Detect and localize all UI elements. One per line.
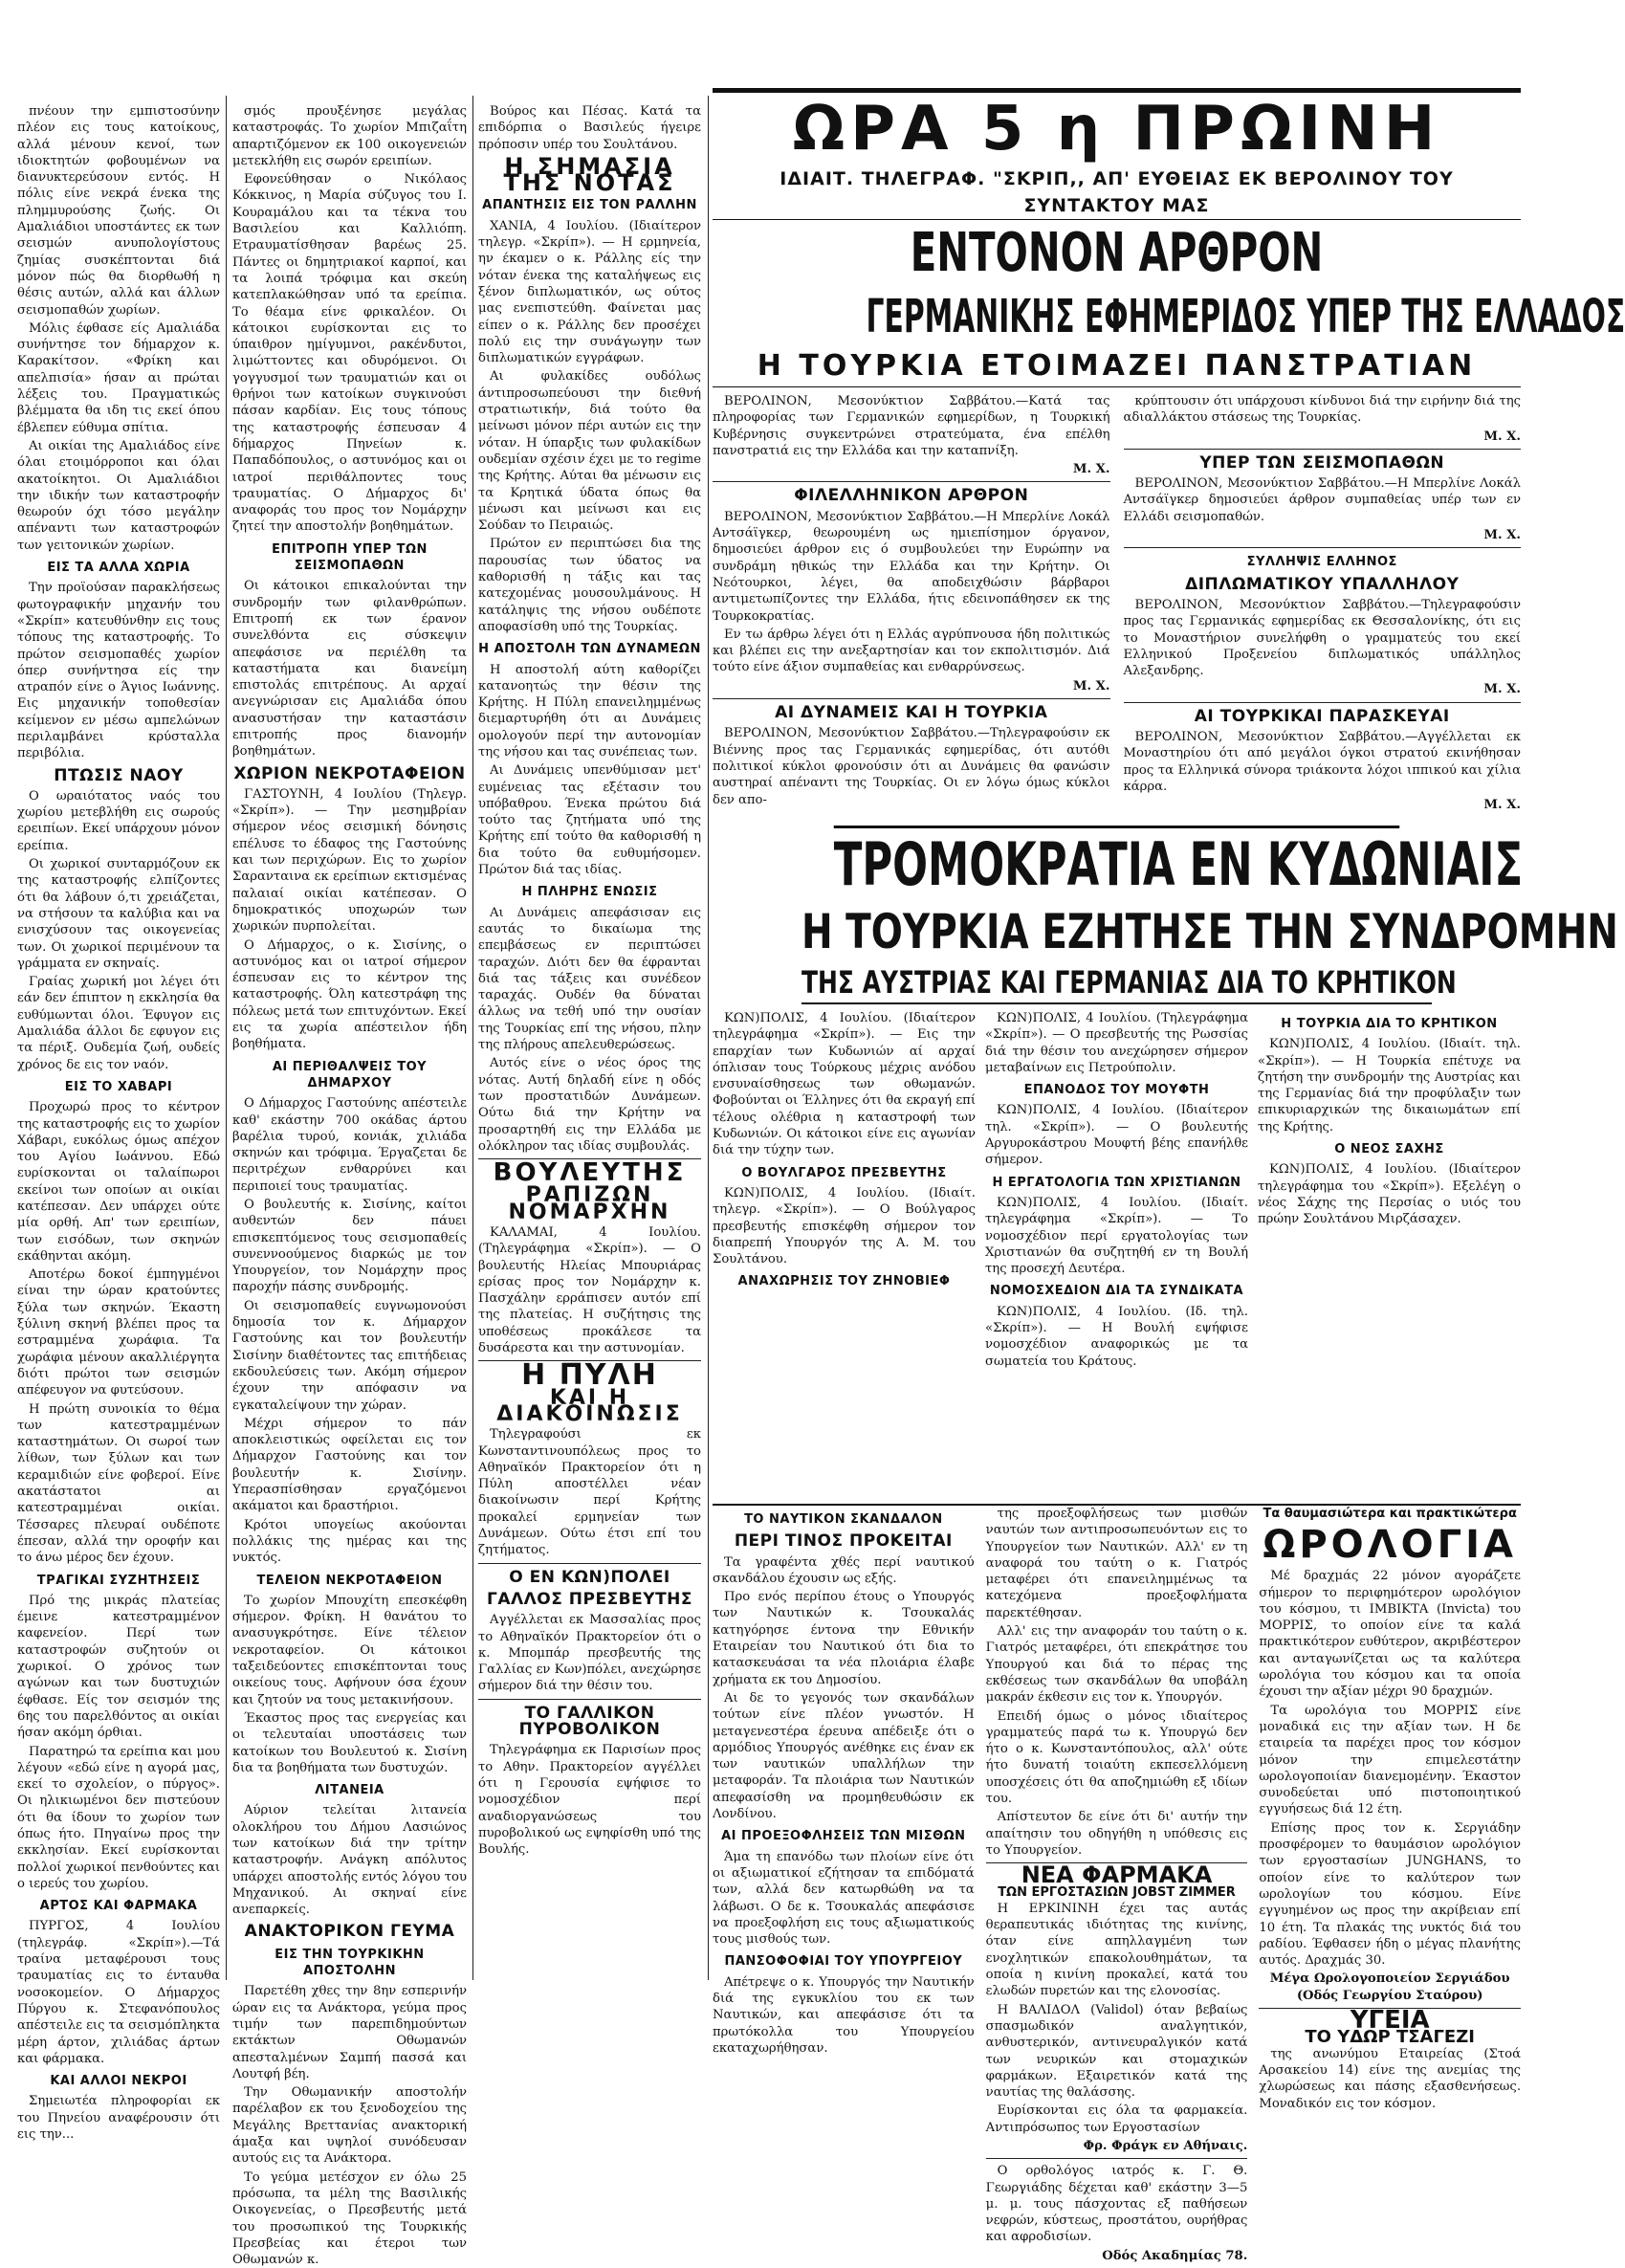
berlin-news (713, 393, 1521, 826)
divider (478, 1699, 701, 1700)
news-heading: ΠΕΡΙ ΤΙΝΟΣ ΠΡΟΚΕΙΤΑΙ (734, 1531, 953, 1552)
col3-subheading: ΓΑΛΛΟΣ ΠΡΕΣΒΕΥΤΗΣ (486, 1589, 692, 1609)
const-col-3 (1258, 1010, 1521, 1326)
signature: Οδός Ακαδημίας 78. (1102, 2248, 1248, 2263)
const-col-2 (985, 1010, 1248, 1369)
ad-paragraph: Η ΒΑΛΙΔΟΛ (Validol) όταν βεβαίως σπασμωδικόν αναλγητικόν, ανθυστερικόν, αντινευραλγικόν κατά των νευρικών και στομαχικών φαρμάκων. Εξαιρετικόν κατά της ναυτίας της θαλάσσης. (985, 2002, 1248, 2101)
signature: Μ. Χ. (1483, 682, 1521, 697)
banner-headline-2: ΓΕΡΜΑΝΙΚΗΣ ΕΦΗΜΕΡΙΔΟΣ ΥΠΕΡ ΤΗΣ ΕΛΛΑΔΟΣ (866, 290, 1625, 343)
news-paragraph: Απίστευτον δε είνε ότι δι' αυτήν την απαίτησιν του οδηγήθη η υπόθεσις εις το Υπουργείον. (985, 1810, 1248, 1858)
col2-heading: ΛΙΤΑΝΕΙΑ (315, 1783, 384, 1798)
news-paragraph: της προεξοφλήσεως των μισθών ναυτών των αντιπροσωπευόντων εις το Υπουργείον των Ναυτικών. Αλλ' εν τη αναφορά του ταύτη ο κ. Γιατρός μεταφέρει ότι επανειλημμένως τα κατεχόμενα προεξοφλήματα παρεκτέθησαν. (985, 1507, 1248, 1620)
col2-paragraph: Οι κάτοικοι επικαλούνται την συνδρομήν των φιλανθρώπων. Επιτροπή εκ των έρανον συνελθόντα εις σύσκεψιν απεφάσισε να περιέλθη τα καταστήματα και διανείμη επιστολάς επιτρέπους. Αι αρχαί ανεγνώρισαν εις Αμαλιάδα όπου ανασυστήσαν την καταστάσιν επιτροπής προς διανομήν βοηθημάτων. (232, 579, 467, 760)
col2-heading: ΤΕΛΕΙΟΝ ΝΕΚΡΟΤΑΦΕΙΟΝ (256, 1573, 443, 1588)
signature: Μ. Χ. (1483, 429, 1521, 444)
news-paragraph: ΒΕΡΟΛΙΝΟΝ, Μεσονύκτιον Σαββάτου.—Η Μπερλίνε Λοκάλ Αντσάϊγκερ, θεωρουμένη ως ημιεπίσημον όργανον, δημοσιεύει άρθρον εις ό συμβουλεύει την Ευρώπην να συνδράμη ηθικώς την Ελλάδα και την Κρήτην. Οι Νεότουρκοι, λέγει, θα αποδειχθώσιν βάρβαροι αντιμετωπίζοντες την Ελλάδα, ήτις εδεινοπάθησεν εκ της Τουρκοκρατίας. (713, 509, 1110, 624)
news-paragraph: Αι δε το γεγονός των σκανδάλων τούτων είνε πλέον γνωστόν. Η μεταγενεστέρα έρευνα απέδειξε ότι ο αρμόδιος Υπουργός ανέθηκε εις έναν εκ των ναυτικών υπαλλήλων την μεταφοράν. Τα πλοιάρια των Ναυτικών απεφασίσθη να προμηθευθώσιν εκ Λονδίνου. (713, 1690, 975, 1822)
col2-paragraph: Ο Δήμαρχος Γαστούνης απέστειλε καθ' εκάστην 700 οκάδας άρτου βαρέλια τυρού, κονιάκ, χιλιάδα σκηνών και τρόφιμα. Έργαζεται δε περιτρέχων ενθαρρύνει και περιποιεί τους τραυματίας. (232, 1096, 467, 1194)
col3-heading: Η ΠΥΛΗ (521, 1358, 658, 1393)
col1-paragraph: Πρό της μικράς πλατείας έμεινε κατεστραμμένον καφενείον. Περί των καταστροφών συζητούν οι χωρικοί. Ο χρόνος των αγώνων και των δυστυχιών έφθασε. Είς τον σεισμόν της 6ης του παρελθόντος αι οικίαι ήσαν ακόμη όρθιαι. (17, 1593, 220, 1741)
divider (1124, 702, 1522, 703)
col2-paragraph: Κρότοι υπογείως ακούονται πολλάκις της ημέρας και της νυκτός. (232, 1517, 467, 1566)
col3-paragraph: Βούρος και Πέσας. Κατά τα επιδόρπια ο Βασιλεύς ήγειρε πρόποσιν υπέρ του Σουλτάνου. (478, 104, 701, 152)
ad-paragraph: Επίσης προς τον κ. Σεργιάδην προσφέρομεν το θαυμάσιον ωρολόγιον των εργοστασίων JUNGHANS, το οποίον είνε το καλύτερον των ωρολογίων του κόσμου. Είνε εγγυημένον ως προς την ακρίβειαν επί 10 έτη. Τα πλακάς της νυκτός διά του ραδίου. Έφθασεν ήδη ο μέγας πλανήτης αυτός. Δραχμάς 30. (1259, 1820, 1522, 1969)
news-heading: Η ΕΡΓΑΤΟΛΟΓΙΑ ΤΩΝ ΧΡΙΣΤΙΑΝΩΝ (992, 1175, 1241, 1190)
news-paragraph: Αλλ' εις την αναφοράν του ταύτη ο κ. Γιατρός μεταφέρει, ότι επεκράτησε του Υπουργού και διά το πέρας της εκθέσεως των σκανδάλων θα υποβάλη μακράν έκθεσιν εις τον κ. Υπουργόν. (985, 1624, 1248, 1706)
news-heading: Η ΤΟΥΡΚΙΑ ΔΙΑ ΤΟ ΚΡΗΤΙΚΟΝ (1281, 1017, 1498, 1031)
col1-heading: ΚΑΙ ΑΛΛΟΙ ΝΕΚΡΟΙ (50, 2074, 187, 2089)
col2-paragraph: Ο Δήμαρχος, ο κ. Σισίνης, ο αστυνόμος και οι ιατροί σήμερον έσπευσαν εις το κέντρον της καταστροφής. Όλη κατεστράφη της πόλεως μετά των επιτυχόντων. Εκεί εις τα χωρία απέστειλον ήδη βοηθήματα. (232, 937, 467, 1052)
col3-paragraph: Αγγέλλεται εκ Μασσαλίας προς το Αθηναϊκόν Πρακτορείον ότι ο κ. Μπομπάρ πρεσβευτής της Γαλλίας εν Κων)πόλει, ανεχώρησε σήμερον διά την θέσιν του. (478, 1613, 701, 1694)
news-paragraph: ΚΩΝ)ΠΟΛΙΣ, 4 Ιουλίου. (Τηλεγράφημα «Σκρίπ»). — Ο πρεσβευτής της Ρωσσίας διά την θέσιν του ανεχώρησεν σήμερον μεταβαίνων εις Πετρούπολιν. (985, 1011, 1248, 1075)
bottom-section (713, 1504, 1522, 2263)
news-paragraph: ΚΩΝ)ΠΟΛΙΣ, 4 Ιουλίου. (Ιδ. τηλ. «Σκρίπ»). — Η Βουλή εψήφισε νομοσχέδιον αναφορικώς με τα σωματεία του Κράτους. (985, 1304, 1248, 1369)
news-heading: ΑΙ ΤΟΥΡΚΙΚΑΙ ΠΑΡΑΣΚΕΥΑΙ (1194, 706, 1450, 726)
news-heading: ΤΟ ΝΑΥΤΙΚΟΝ ΣΚΑΝΔΑΛΟΝ (744, 1512, 943, 1527)
news-paragraph: ΒΕΡΟΛΙΝΟΝ, Μεσονύκτιον Σαββάτου.—Τηλεγραφούσιν εκ Βιέννης προς τας Γερμανικάς εφημερίδας, ότι αυτόθι πολιτικοί κύκλοι φρονούσιν ότι αι Δυνάμεις θα φανώσιν αυστηραί απέναντι της Τουρκίας. Οι εν λόγω όμως κύκλοι δεν απο- (713, 726, 1110, 807)
col2-paragraph: Μέχρι σήμερον το πάν αποκλειστικώς οφείλεται εις τον Δήμαρχον Γαστούνης και τον βουλευτήν κ. Σισίνην. Υπερασπίσθησαν εργαζόμενοι ακάματοι και δραστήριοι. (232, 1416, 467, 1514)
col3-paragraph: Πρώτον εν περιπτώσει δια της παρουσίας των ύδατος να καθορισθή η τάξις και τας κατεχομένας μουσουλμάνους. Η κατάληψις της νήσου ουδέποτε αποφασίσθη υπό της Τουρκίας. (478, 537, 701, 634)
news-paragraph: ΚΩΝ)ΠΟΛΙΣ, 4 Ιουλίου. (Ιδιαίτ. τηλεγρ. «Σκρίπ»). — Ο Βούλγαρος πρεσβευτής επισκέφθη σήμερον τον διαπρεπή Υπουργόν της Α. Μ. του Σουλτάνου. (713, 1185, 976, 1267)
kydonia-headline: ΤΡΟΜΟΚΡΑΤΙΑ ΕΝ ΚΥΔΩΝΙΑΙΣ (834, 826, 1400, 901)
ad-heading: Τα θαυμασιώτερα και πρακτικώτερα (1263, 1507, 1517, 1521)
column-divider (226, 96, 227, 1980)
col3-paragraph: Τηλεγραφούσι εκ Κωνσταντινουπόλεως προς το Αθηναϊκόν Πρακτορείον ότι η Πύλη αποστέλλει νέαν διακοίνωσιν περί Κρήτης προκαλεί ερμηνείαν των Δυνάμεων. Ούτω έτσι επί του ζητήματος. (478, 1427, 701, 1558)
news-paragraph: κρύπτουσιν ότι υπάρχουσι κίνδυνοι διά την ειρήνην διά της αδιαλλάκτου στάσεως της Τουρκίας. (1123, 394, 1521, 426)
news-paragraph: Άμα τη επανόδω των πλοίων είνε ότι οι αξιωματικοί εζήτησαν τα επιδόματά των, αλλά δεν κατωρθώθη να τα λάβωσι. Ο δε κ. Τσουκαλάς απεφάσισε να προεξοφλήση εις τους αξιωματικούς τους μισθούς των. (713, 1849, 975, 1948)
news-heading: ΑΙ ΠΡΟΕΞΟΦΛΗΣΕΙΣ ΤΩΝ ΜΙΣΘΩΝ (721, 1829, 966, 1844)
col1-paragraph: Γραίας χωρική μοι λέγει ότι εάν δεν έπιπτον η εκκλησία θα ευθύμωνται όλοι. Έφυγον εις Αμαλιάδα άλλοι δε εφυγον εις τα πέριξ. Ουδεμία ζωή, ουδείς χρόνος δε εις τον ναόν. (17, 975, 220, 1072)
col3-paragraph: Αι Δυνάμεις απεφάσισαν εις εαυτάς το δικαίωμα της επεμβάσεως εν περιπτώσει ταραχών. Διότι δεν θα έφρανται διά τας τάξεις και συνέδεον ταραχάς. Ουδέν θα δύναται άλλως να τεθή υπό την ουσίαν της Τουρκίας επί της νήσου, πλην της πλήρους απελευθερώσεως. (478, 905, 701, 1053)
news-paragraph: ΒΕΡΟΛΙΝΟΝ, Μεσονύκτιον Σαββάτου.—Η Μπερλίνε Λοκάλ Αντσάϊγκερ δημοσιεύει άρθρον συμπαθείας υπέρ των εν Ελλάδι σεισμοπαθών. (1123, 476, 1521, 524)
col3-paragraph: Αι φυλακίδες ουδόλως άντιπροσωπεύουσι την διεθνή στρατιωτικήν, διά τούτο θα μείνωσι μόνον πέρι αυτών εις την νόταν. Η ύπαρξις των φυλακίδων ουδεμίαν σχέσιν έχει με το regime της Κρήτης. Αύται θα μένωσιν εις τα Κρητικά ύδατα όπως θα μένωσι και μείνωσι και εις Σούδαν το Πειραιώς. (478, 369, 701, 534)
col3-paragraph: Η αποστολή αύτη καθορίζει κατανοητώς την θέσιν της Κρήτης. Η Πύλη επανειλημμένως διεμαρτυρήθη ότι αι Δυνάμεις ομολογούν περί την αυτονομίαν της νήσου και τας συνέπειας των. (478, 662, 701, 760)
news-heading: ΔΙΠΛΩΜΑΤΙΚΟΥ ΥΠΑΛΛΗΛΟΥ (1185, 574, 1460, 594)
divider (713, 698, 1110, 699)
column-divider (708, 96, 709, 1980)
col3-paragraph: Αυτός είνε ο νέος όρος της νότας. Αυτή δηλαδή είνε η οδός των προστατιδών Δυνάμεων. Ούτω διά την Κρήτην να προσαρτηθή εις την Ελλάδα με ολόκληρον τας ιδίας συμβουλάς. (478, 1056, 701, 1154)
col2-paragraph: Εφονεύθησαν ο Νικόλαος Κόκκινος, η Μαρία σύζυγος του Ι. Κουραμάλου και τα τέκνα του Βασιλείου και Καλλιόπη. Ετραυματίσθησαν βαρέως 25. Πάντες οι δημητριακοί καρποί, και τα λοιπά τρόφιμα και σκεύη κατεπλακώθησαν υπό τα ερείπια. Το θέαμα είνε φρικαλέον. Οι κάτοικοι ευρίσκονται εις το ύπαιθρον ημίγυμνοι, ρακένδυτοι, λιμώττοντες και οδυρόμενοι. Οι γογγυσμοί των τραυματιών και οι θρήνοι των κατοίκων συγκινούσι πάσαν καρδίαν. Εις τους τόπους της καταστροφής έσπευσαν 4 δήμαρχος Πηνείων κ. Παπαδόπουλος, ο αστυνόμος και οι ιατροί περιθάλποντες τους τραυματίας. Ο Δήμαρχος δι' αναφοράς του προς τον Νομάρχην ζητεί την αποστολήν βοηθημάτων. (232, 172, 467, 535)
signature: Φρ. Φράγκ εν Αθήναις. (1083, 2138, 1248, 2153)
naval-scandal-col (713, 1506, 975, 2056)
ad-big-title: ΩΡΟΛΟΓΙΑ (1263, 1523, 1517, 1568)
ad-paragraph: Ο ορθολόγος ιατρός κ. Γ. Θ. Γεωργιάδης δέχεται καθ' εκάστην 3—5 μ. μ. τους πάσχοντας εξ παθήσεων νεφρών, κύστεως, προστάτου, ουρήθρας και αφροδισίων. (985, 2164, 1248, 2245)
col2-paragraph: ΓΑΣΤΟΥΝΗ, 4 Ιουλίου (Τηλεγρ. «Σκρίπ»). — Την μεσημβρίαν σήμερον νέος σεισμική δόνησις επέλυσε το έδαφος της Γαστούνης και των περιχώρων. Εις το χωρίον Σαρανταινα εκ ερείπιων εκτισμένας παλαιαί οικίαι κατέπεσαν. Ο δημοκρατικός υποχωρών των χωρικών πυρπολείται. (232, 786, 467, 935)
news-paragraph: ΒΕΡΟΛΙΝΟΝ, Μεσονύκτιον Σαββάτου.—Τηλεγραφούσιν προς τας Γερμανικάς εφημερίδας εκ Θεσσαλονίκης, ότι εις το Μοναστήριον συνελήφθη ο γραμματεύς του εκεί Ελληνικού Προξενείου διπλωματικός υπάλληλος Αλεξανδρης. (1123, 597, 1521, 679)
col3-heading: ΒΟΥΛΕΥΤΗΣ (493, 1158, 687, 1188)
signature: Μέγα Ωρολογοποιείον Σεργιάδου (Οδός Γεωργίου Σταύρου) (1269, 1971, 1510, 2003)
column-divider (472, 96, 473, 1980)
col2-paragraph: Παρετέθη χθες την 8ην εσπερινήν ώραν εις τα Ανάκτορα, γεύμα προς τιμήν των παρεπιδημούντων εκτάκτων Οθωμανών απεσταλμένων Σαμπή πασσά και Λουτφή βέη. (232, 1984, 467, 2081)
news-heading: ΕΠΑΝΟΔΟΣ ΤΟΥ ΜΟΥΦΤΗ (1023, 1083, 1210, 1098)
news-heading: ΑΝΑΧΩΡΗΣΙΣ ΤΟΥ ΖΗΝΟΒΙΕΦ (737, 1274, 951, 1289)
ad-paragraph: της ανωνύμου Εταιρείας (Στοά Αρσακείου 14) είνε της ανεμίας της χλωρώσεως και πάσης εξασθενήσεως. Μοναδικόν εις τον κόσμον. (1259, 2046, 1522, 2111)
col1-heading: ΕΙΣ ΤΑ ΑΛΛΑ ΧΩΡΙΑ (47, 561, 190, 576)
col2-subheading: ΕΙΣ ΤΗΝ ΤΟΥΡΚΙΚΗΝ ΑΠΟΣΤΟΛΗΝ (274, 1947, 425, 1979)
col3-paragraph: Τηλεγράφημα εκ Παρισίων προς το Αθην. Πρακτορείον αγγέλλει ότι η Γερουσία εψήφισε το νομοσχέδιον περί αναδιοργανώσεως του πυροβολικού ως εψηφίσθη υπό της Βουλής. (478, 1743, 701, 1858)
news-heading: ΝΟΜΟΣΧΕΔΙΟΝ ΔΙΑ ΤΑ ΣΥΝΔΙΚΑΤΑ (989, 1284, 1244, 1299)
col2-paragraph: Το γεύμα μετέσχον εν όλω 25 πρόσωπα, τα μέλη της Βασιλικής Οικογενείας, ο Πρεσβευτής μετά του προσωπικού της Τουρκικής Πρεσβείας και έτεροι των Οθωμανών κ. (232, 2169, 467, 2268)
divider (713, 481, 1110, 482)
col1-heading: ΑΡΤΟΣ ΚΑΙ ΦΑΡΜΑΚΑ (39, 1899, 198, 1914)
col1-heading: ΠΤΩΣΙΣ ΝΑΟΥ (54, 765, 184, 785)
news-heading: ΦΙΛΕΛΛΗΝΙΚΟΝ ΑΡΘΡΟΝ (794, 486, 1029, 506)
watch-ad-col (1259, 1506, 1522, 2111)
news-heading: ΑΙ ΔΥΝΑΜΕΙΣ ΚΑΙ Η ΤΟΥΡΚΙΑ (775, 703, 1048, 723)
kydonia-subheadline-2: ΤΗΣ ΑΥΣΤΡΙΑΣ ΚΑΙ ΓΕΡΜΑΝΙΑΣ ΔΙΑ ΤΟ ΚΡΗΤΙΚΟΝ (802, 962, 1432, 1004)
col2-heading: ΕΠΙΤΡΟΠΗ ΥΠΕΡ ΤΩΝ ΣΕΙΣΜΟΠΑΘΩΝ (272, 541, 428, 574)
main-banner: ΩΡΑ 5 η ΠΡΩΙΝΗ (792, 94, 1441, 165)
col1-paragraph: Αι οικίαι της Αμαλιάδος είνε όλαι ετοιμόρροποι και όλαι ακατοίκητοι. Οι Αμαλιάδιοι την ιδικήν των καταστροφήν θεωρούν όχι τόσο μεγάλην απέναντι των καταστροφών των γειτονικών χωρίων. (17, 438, 220, 553)
ad-heading: ΥΓΕΙΑ (1350, 2006, 1430, 2036)
col1-paragraph: Σημειωτέα πληροφορίαι εκ του Πηνείου αναφέρουσιν ότι εις την... (17, 2094, 220, 2143)
column-1 (17, 103, 220, 2143)
news-paragraph: Προ ενός περίπου έτους ο Υπουργός των Ναυτικών κ. Τσουκαλάς κατηγόρησε έντονα την Εθνικήν Εταιρείαν του Ναυτικού ότι δια το κατασκευάσαι τα νέα πλοιάρια έλαβε χρήματα εκ του Δημοσίου. (713, 1590, 975, 1687)
col3-heading: ΤΟ ΓΑΛΛΙΚΟΝ ΠΥΡΟΒΟΛΙΚΟΝ (518, 1703, 661, 1740)
signature: Μ. Χ. (1483, 528, 1521, 543)
ad-subheading: ΤΩΝ ΕΡΓΟΣΤΑΣΙΩΝ JOBST ZIMMER (998, 1884, 1236, 1900)
col2-heading: ΑΙ ΠΕΡΙΘΑΛΨΕΙΣ ΤΟΥ ΔΗΜΑΡΧΟΥ (272, 1059, 428, 1090)
news-paragraph: ΒΕΡΟΛΙΝΟΝ, Μεσονύκτιον Σαββάτου.—Αγγέλλεται εκ Μοναστηρίου ότι από μεγάλοι όγκοι στρατού εκινήθησαν προς τα Ελληνικά σύνορα τριάκοντα λόχοι ιππικού και χίλια κάρρα. (1123, 730, 1521, 794)
news-paragraph: Απέτρεψε ο κ. Υπουργός την Ναυτικήν διά της εγκυκλίου του εκ των Ναυτικών, και απεφάσισε ότι τα πρωτόκολλα του Υπουργείου εκαταχωρήθησαν. (713, 1974, 975, 2056)
signature: Μ. Χ. (1072, 462, 1110, 477)
const-col-1 (713, 1010, 976, 1326)
signature: Μ. Χ. (1072, 678, 1110, 694)
col1-paragraph: Η πρώτη συνοικία το θέμα των κατεστραμμένων καταστημάτων. Οι σωροί των λίθων, των ξύλων και των κεραμιδιών είνε φοβεροί. Είνε ακατάστατοι αι κατεστραμμέναι οικίαι. Τέσσαρες πλευραί ουδέποτε έπεσαν, αλλά την οροφήν και το άνω μέρος δεν έχουν. (17, 1401, 220, 1566)
banner-headline-3: Η ΤΟΥΡΚΙΑ ΕΤΟΙΜΑΖΕΙ ΠΑΝΣΤΡΑΤΙΑΝ (713, 346, 1521, 387)
news-heading: ΣΥΛΛΗΨΙΣ ΕΛΛΗΝΟΣ (1246, 555, 1397, 570)
divider (986, 2158, 1248, 2159)
divider (1124, 449, 1522, 450)
column-3 (478, 103, 701, 1983)
col3-subheading: ΡΑΠΙΖΩΝ ΝΟΜΑΡΧΗΝ (508, 1183, 671, 1224)
news-heading: ΥΠΕΡ ΤΩΝ ΣΕΙΣΜΟΠΑΘΩΝ (1199, 452, 1445, 473)
col2-paragraph: Έκαστος προς τας ενεργείας και οι τελευταίαι υποστάσεις των κατοίκων του Βουλευτού κ. Σισίνη δια τα βοηθήματα των δυστυχών. (232, 1710, 467, 1775)
col1-paragraph: πνέουν την εμπιστοσύνην πλέον εις τους κατοίκους, αλλά μένουν κενοί, των ιδιοκτητών φοβουμένων να διανυκτερεύσουν εντός. Η πόλις είνε νεκρά ένεκα της πλημμυρούσης ζωής. Οι Αμαλιάδιοι υποστάντες εκ των σεισμών ανυπολογίστους ζημίας συσκέπτονται διά μόνον πώς θα διορθωθή η θέσις αυτών, αλλά και άλλων σεισμοπαθών χωρίων. (17, 104, 220, 318)
col3-paragraph: ΧΑΝΙΑ, 4 Ιουλίου. (Ιδιαίτερον τηλεγρ. «Σκρίπ»). — Η ερμηνεία, ην έκαμεν ο κ. Ράλλης είς την νόταν ένεκα της καταλήψεως εις ξένον διπλωματικόν, ως ούτος μας ενεπιστεύθη. Φαίνεται μας είπεν ο κ. Ράλλης δεν προσέχει πολύ εις την συνάγωγην των διπλωματικών εγγράφων. (478, 218, 701, 366)
col1-paragraph: Αποτέρω δοκοί έμπηγμένοι είναι την ώραν κρατούντες ξύλα των σκηνών. Έκαστη ξύλινη σκηνή βλέπει προς τα εστραμμένα χωράφια. Τα χωράφια μένουν ακαλλιέργητα διότι πρώτοι των σεισμών απέφευγον να φυτεύσουν. (17, 1267, 220, 1398)
col3-subheading: ΑΠΑΝΤΗΣΙΣ ΕΙΣ ΤΟΝ ΡΑΛΛΗΝ (482, 198, 697, 213)
news-paragraph: ΚΩΝ)ΠΟΛΙΣ, 4 Ιουλίου. (Ιδιαίτ. τηλεγράφημα «Σκρίπ»). — Το νομοσχέδιον περί εργατολογίας των Χριστιανών θα συζητηθή εν τη Βουλή της προσεχή Δευτέρα. (985, 1195, 1248, 1277)
signature: Μ. Χ. (1483, 798, 1521, 813)
col3-paragraph: Αι Δυνάμεις υπενθύμισαν μετ' ευμένειας τας εξέτασιν του υπόβαθρου. Ένεκα πρώτου διά τούτο τας ζητήματα υπό της Κρήτης επί τούτο θα καθορισθή η δια τούτο θα ευθυμήσομεν. Πρώτον διά τας ιδίας. (478, 763, 701, 878)
col2-paragraph: Το χωρίον Μπουχίτη επεσκέφθη σήμερον. Φρίκη. Η θανάτου το ανασυγκρότησε. Είνε τέλειον νεκροταφείον. Οι κάτοικοι ταξειδεύοντες επισκέπτονται τους οικείους τους. Αφήνουν όσα έχουν και ζητούν να τους μετακινήσουν. (232, 1593, 467, 1707)
col3-heading: Η ΑΠΟΣΤΟΛΗ ΤΩΝ ΔΥΝΑΜΕΩΝ (478, 642, 701, 657)
col1-paragraph: Την προϊούσαν παρακλήσεως φωτογραφικήν μηχανήν του «Σκρίπ» κατευθύνθην εις τους τόπους της καταστροφής. Το πρώτον σεισμοπαθές χωρίον όπερ συνήντησα είς την ατραπόν είνε ο Άγιος Ιωάννης. Εις μηχανικήν τοποθεσίαν κείμενον εν μέσω αμπελώνων περιλαμβάνει κρύσταλλα περιβόλια. (17, 581, 220, 761)
col2-paragraph: σμός προυξένησε μεγάλας καταστροφάς. Το χωρίον Μπιζαΐτη απαρτιζόμενον εκ 100 οικογενειών μετεκλήθη εις σωρόν ερειπίων. (232, 104, 467, 168)
naval-scandal-col-2 (985, 1506, 1248, 2263)
col2-heading: ΧΩΡΙΟΝ ΝΕΚΡΟΤΑΦΕΙΟΝ (233, 763, 466, 783)
news-paragraph: ΚΩΝ)ΠΟΛΙΣ, 4 Ιουλίου. (Ιδιαίτερον τηλεγράφημα του «Σκρίπ»). Εξελέγη ο νέος Σάχης της Περσίας ο υιός του πρώην Σουλτάνου Μιρζάσαχεν. (1258, 1162, 1521, 1227)
news-paragraph: Επειδή όμως ο μόνος ιδιαίτερος γραμματεύς παρά τω κ. Υπουργώ δεν ήτο ο κ. Κωνσταντόπουλος, αλλ' ούτε ήτο δυνατή τοιαύτη εκπεσελλόμενη υποσχέσεις ότι θα αποζημιώθη εξ ιδίων του. (985, 1708, 1248, 1807)
berlin-col-right (1124, 393, 1522, 826)
divider (1124, 547, 1522, 548)
col3-subheading: ΚΑΙ Η ΔΙΑΚΟΙΝΩΣΙΣ (496, 1385, 683, 1426)
banner-headline: ΕΝΤΟΝΟΝ ΑΡΘΡΟΝ (910, 222, 1324, 284)
col2-paragraph: Αύριον τελείται λιτανεία ολοκλήρου του Δήμου Λασιώνος των κατοίκων διά την τρίτην καταστροφήν. Ανάγκη απόλυτος υπάρχει αποστολής εντός λόγου του Μηχανικού. Αι σκηναί είνε ανεπαρκείς. (232, 1803, 467, 1918)
ad-paragraph: Η ΕΡΚΙΝΙΝΗ έχει τας αυτάς θεραπευτικάς ιδιότητας της κινίνης, όταν είνε απηλλαγμένη των ενοχλητικών επακολουθημάτων, τα οποία η κινίνη προκαλεί, κατά του ελωδών πυρετών και της ελονοσίας. (985, 1901, 1248, 1999)
col1-paragraph: Παρατηρώ τα ερείπια και μου λέγουν «εδώ είνε η αγορά μας, εκεί το σχολείον, ο πύργος». Οι ηλικιωμένοι δεν πιστεύουν ότι θα ίδουν το χωρίον των όπως ήτο. Πηγαίνω προς την εκκλησίαν. Εκεί ευρίσκονται πολλοί χωρικοί πενθούντες και ο ιερεύς του χωρίου. (17, 1744, 220, 1891)
berlin-col-left (713, 393, 1110, 826)
col1-paragraph: Προχωρώ προς το κέντρον της καταστροφής εις το χωρίον Χάβαρι, ευκόλως όμως απέχον του Αγίου Ιωάννου. Εδώ ευρίσκονται οι ταλαίπωροι εκείνοι των οποίων αι οικίαι κατέπεσαν. Δεν υπάρχει ούτε μία ορθή. Απ' των ερειπίων, των εισόδων, των σκηνών εκάθηνται ακόμη. (17, 1100, 220, 1264)
col1-heading: ΕΙΣ ΤΟ ΧΑΒΑΡΙ (64, 1079, 173, 1094)
ad-subheading: ΤΟ ΥΔΩΡ ΤΣΑΓΕΖΙ (1305, 2027, 1475, 2048)
col1-paragraph: ΠΥΡΓΟΣ, 4 Ιουλίου (τηλεγράφ. «Σκρίπ»).—Τά τραίνα μεταφέρουσι τους τραυματίας εις το ένταυθα νοσοκομείον. Ο Δήμαρχος Πύργου κ. Στεφανόπουλος απέστειλε εις τα σεισμόπληκτα μέρη άρτον, χιλιάδας άρτων και φάρμακα. (17, 1919, 220, 2066)
col1-paragraph: Μόλις έφθασε είς Αμαλιάδα συνήντησε τον δήμαρχον κ. Καρακίτσον. «Φρίκη και απελπισία» ήσαν αι πρώται λέξεις του. Πραγματικώς βλέμματα θα ιδη τις εκεί όπου έβλεπεν εύθυμα σπίτια. (17, 320, 220, 435)
news-heading: Ο ΝΕΟΣ ΣΑΧΗΣ (1334, 1142, 1444, 1157)
ad-paragraph: Τα ωρολόγια του ΜΟΡΡΙΣ είνε μοναδικά εις την αξίαν των. Η δε εταιρεία τα παρέχει προς τον κόσμον μόνον την επιμελεστάτην ωρολογοποιίαν διανεμομένην. Έκαστον συνοδεύεται υπό πιστοποιητικού εγγυήσεως διά 12 έτη. (1259, 1703, 1522, 1817)
news-heading: ΠΑΝΣΟΦΟΦΙΑΙ ΤΟΥ ΥΠΟΥΡΓΕΙΟΥ (724, 1954, 963, 1970)
col3-heading: Ο ΕΝ ΚΩΝ)ΠΟΛΕΙ (509, 1567, 670, 1587)
col3-heading: Η ΣΗΜΑΣΙΑ ΤΗΣ ΝΟΤΑΣ (503, 152, 676, 197)
divider (478, 1563, 701, 1564)
col1-paragraph: Οι χωρικοί συνταρμόζουν εκ της καταστροφής ελπίζοντες ότι θα λάβουν ό,τι χρειάζεται, να στήσουν τα καλύβια και να ενισχύσουν τας οικογενείας των. Οι χωρικοί περιμένουν τα γράμματα εν σκηναίς. (17, 857, 220, 971)
news-paragraph: Τα γραφέντα χθές περί ναυτικού σκανδάλου έχουσιν ως εξής. (713, 1554, 975, 1586)
col2-paragraph: Την Οθωμανικήν αποστολήν παρέλαβον εκ του ξενοδοχείου της Μεγάλης Βρεττανίας ανακτορική άμαξα και υψηλοί συνόδευσαν αυτούς εις τα Ανάκτορα. (232, 2085, 467, 2167)
col2-heading: ΑΝΑΚΤΟΡΙΚΟΝ ΓΕΥΜΑ (244, 1922, 455, 1942)
col1-heading: ΤΡΑΓΙΚΑΙ ΣΥΖΗΤΗΣΕΙΣ (36, 1573, 201, 1588)
col3-paragraph: ΚΑΛΑΜΑΙ, 4 Ιουλίου. (Τηλεγράφημα «Σκρίπ»). — Ο βουλευτής Ηλείας Μπουριάρας ερίσας προς τον Νομάρχην κ. Πασχάλην ερράπισεν αυτόν επί της πλατείας. Η συζήτησις της υποθέσεως προκάλεσε τα δυσάρεστα και την αστυνομίαν. (478, 1225, 701, 1356)
news-paragraph: ΒΕΡΟΛΙΝΟΝ, Μεσονύκτιον Σαββάτου.—Κατά τας πληροφορίας των Γερμανικών εφημερίδων, η Τουρκική Κυβέρνησις συγκεντρώνει στρατεύματα, ένα επέλθη πανστρατιά εις την Ελλάδα και την καταπνίξη. (713, 394, 1110, 458)
col2-paragraph: Ο βουλευτής κ. Σισίνης, καίτοι αυθεντών δεν πάυει επισκεπτόμενος τους σεισμοπαθείς συνεννοούμενος διαρκώς με τον Υπουργείον, τον Νομάρχην προς παροχήν πάσης συνδρομής. (232, 1198, 467, 1295)
right-section (713, 88, 1625, 2263)
news-paragraph: Εν τω άρθρω λέγει ότι η Ελλάς αγρύπνουσα ήδη πολιτικώς και βλέπει εις την ανεξαρτησίαν και τον εκπολιτισμόν. Διά τούτο είνε άξιον συμπαθείας και ενθαρρύνσεως. (713, 627, 1110, 675)
news-paragraph: ΚΩΝ)ΠΟΛΙΣ, 4 Ιουλίου. (Ιδιαίτερον τηλ. «Σκρίπ»). — Ο βουλευτής Αργυροκάστρου Μουφτή βέης επανήλθε σήμερον. (985, 1103, 1248, 1168)
ad-paragraph: Μέ δραχμάς 22 μόνον αγοράζετε σήμερον το περιφημότερον ωρολόγιον του κόσμου, τι ΙΜΒΙΚΤΑ (Invicta) του ΜΟΡΡΙΣ, το οποίον είνε τα καλά πρακτικότερον ευθύτερον, ακριβέστερον και ανταγωνίζεται ως τα καλύτερα ωρολόγια του κόσμου και τα οποία έχουσι την αξίαν μέχρι 90 δραχμών. (1259, 1569, 1522, 1700)
banner-subtitle: ΙΔΙΑΙΤ. ΤΗΛΕΓΡΑΦ. "ΣΚΡΙΠ,, ΑΠ' ΕΥΘΕΙΑΣ ΕΚ ΒΕΡΟΛΙΝΟΥ ΤΟΥ ΣΥΝΤΑΚΤΟΥ ΜΑΣ (713, 165, 1521, 220)
column-2 (232, 103, 467, 2268)
news-paragraph: ΚΩΝ)ΠΟΛΙΣ, 4 Ιουλίου. (Ιδιαίτ. τηλ. «Σκρίπ»). — Η Τουρκία επέτυχε να ζητήση την συνδρομήν της Αυστρίας και της Γερμανίας διά την προφύλαξιν των επικυριαρχικών της δικαιωμάτων επί της Κρήτης. (1258, 1037, 1521, 1134)
news-heading: Ο ΒΟΥΛΓΑΡΟΣ ΠΡΕΣΒΕΥΤΗΣ (741, 1165, 947, 1180)
ad-heading: ΝΕΑ ΦΑΡΜΑΚΑ (1021, 1861, 1213, 1889)
col2-paragraph: Οι σεισμοπαθείς ευγνωμονούσι δημοσία τον κ. Δήμαρχον Γαστούνης και τον βουλευτήν Σισίνην διαθέτοντες τας επιτήδειας εκδουλεύσεις των. Ακόμη σήμερον έχουν την απόφασιν να εγκαταλείψουν την χώραν. (232, 1298, 467, 1413)
news-paragraph: ΚΩΝ)ΠΟΛΙΣ, 4 Ιουλίου. (Ιδιαίτερον τηλεγράφημα «Σκρίπ»). — Εις την επαρχίαν των Κυδωνιών αί αρχαί όπλισαν τους Τούρκους μέχρις ανόδου ενσυναίσθησεως των οθωμανών. Φοβούνται οι Έλληνες ότι θα εκραγή επί τέλους ολέθρια η καταστροφή των Κυδωνιών. Οι κάτοικοι είνε εις αγωνίαν διά την τύχην των. (713, 1011, 976, 1158)
col3-heading: Η ΠΛΗΡΗΣ ΕΝΩΣΙΣ (521, 885, 658, 900)
col1-paragraph: Ο ωραιότατος ναός του χωρίου μετεβλήθη εις σωρούς ερειπίων. Εκεί υπάρχουν μόνον ερείπια. (17, 788, 220, 853)
ad-paragraph: Ευρίσκονται εις όλα τα φαρμακεία. Αντιπρόσωπος των Εργοστασίων (985, 2103, 1248, 2135)
constantinople-news (713, 1010, 1521, 1369)
kydonia-subheadline: Η ΤΟΥΡΚΙΑ ΕΖΗΤΗΣΕ ΤΗΝ ΣΥΝΔΡΟΜΗΝ (801, 904, 1618, 959)
